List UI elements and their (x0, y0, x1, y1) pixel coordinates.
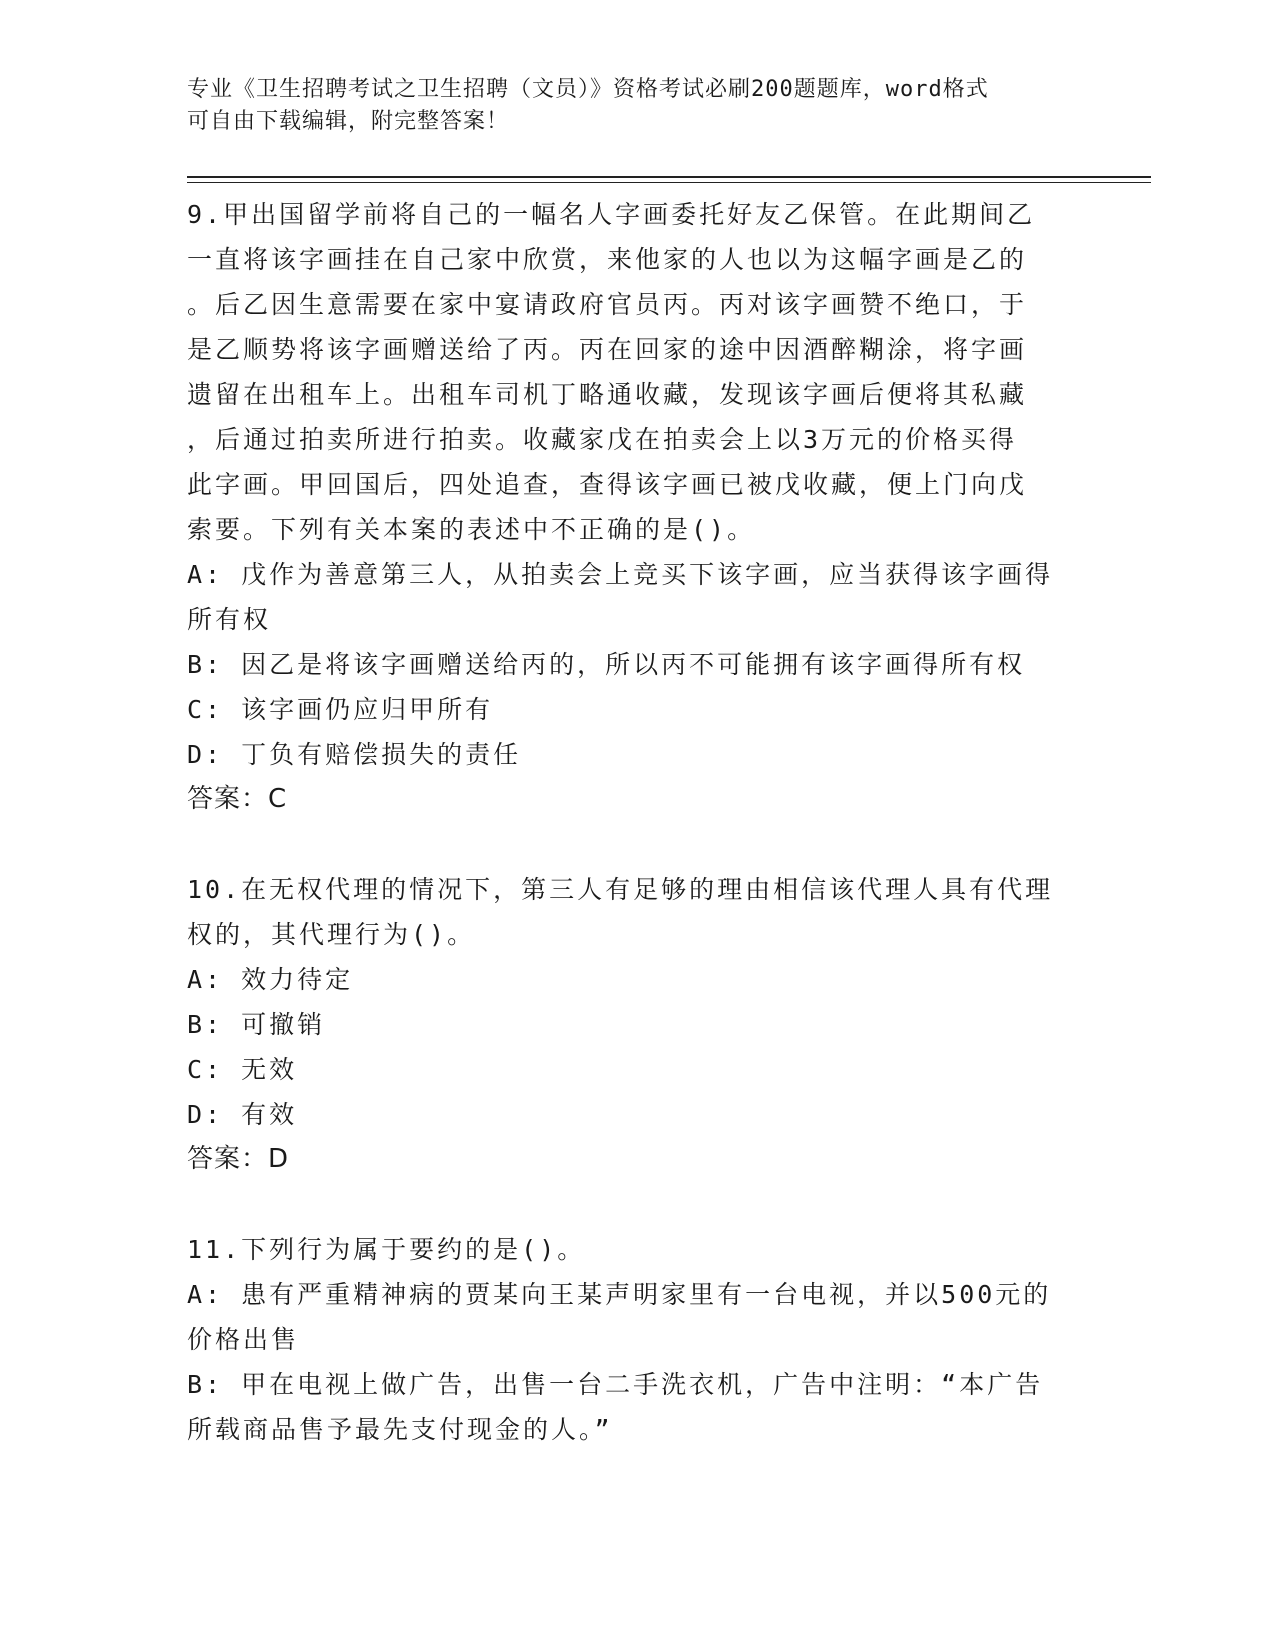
option-line: B: 甲在电视上做广告，出售一台二手洗衣机，广告中注明：“本广告 (187, 1370, 1044, 1399)
option-line: A: 戊作为善意第三人，从拍卖会上竞买下该字画，应当获得该字画得 (187, 560, 1054, 589)
header-divider (187, 176, 1151, 178)
header-divider-thin (187, 182, 1151, 183)
option-line: D: 丁负有赔偿损失的责任 (187, 740, 522, 769)
question-stem-line: 索要。下列有关本案的表述中不正确的是()。 (187, 515, 756, 544)
question-stem-line: 9.甲出国留学前将自己的一幅名人字画委托好友乙保管。在此期间乙 (187, 200, 1036, 229)
option-line: B: 可撤销 (187, 1010, 326, 1039)
answer-line: 答案：D (187, 1144, 290, 1174)
question-block (187, 1227, 1077, 1452)
question-stem-line: 此字画。甲回国后，四处追查，查得该字画已被戊收藏，便上门向戊 (187, 470, 1028, 499)
question-list (187, 192, 1077, 1452)
header-title-line-2: 可自由下载编辑，附完整答案！ (187, 109, 510, 134)
question-stem-line: 10.在无权代理的情况下，第三人有足够的理由相信该代理人具有代理 (187, 875, 1054, 904)
answer-line: 答案：C (187, 784, 288, 814)
option-line: C: 该字画仍应归甲所有 (187, 695, 494, 724)
option-line: D: 有效 (187, 1100, 298, 1129)
question-stem-line: 权的，其代理行为()。 (187, 920, 476, 949)
question-stem-line: 是乙顺势将该字画赠送给了丙。丙在回家的途中因酒醉糊涂，将字画 (187, 335, 1028, 364)
question-spacer (187, 1182, 1077, 1227)
question-block (187, 867, 1077, 1182)
question-stem-line: 11.下列行为属于要约的是()。 (187, 1235, 586, 1264)
option-line: C: 无效 (187, 1055, 298, 1084)
header-title-line-1: 专业《卫生招聘考试之卫生招聘（文员）》资格考试必刷200题题库，word格式 (187, 77, 989, 102)
document-header (187, 74, 1067, 138)
question-stem-line: 。后乙因生意需要在家中宴请政府官员丙。丙对该字画赞不绝口，于 (187, 290, 1028, 319)
question-stem-line: ，后通过拍卖所进行拍卖。收藏家戊在拍卖会上以3万元的价格买得 (187, 425, 1018, 454)
option-line: 所载商品售予最先支付现金的人。” (187, 1415, 613, 1444)
option-line: B: 因乙是将该字画赠送给丙的，所以丙不可能拥有该字画得所有权 (187, 650, 1026, 679)
question-spacer (187, 822, 1077, 867)
question-block (187, 192, 1077, 822)
option-line: A: 患有严重精神病的贾某向王某声明家里有一台电视，并以500元的 (187, 1280, 1052, 1309)
option-line: 价格出售 (187, 1325, 300, 1354)
option-line: A: 效力待定 (187, 965, 354, 994)
question-stem-line: 遗留在出租车上。出租车司机丁略通收藏，发现该字画后便将其私藏 (187, 380, 1028, 409)
option-line: 所有权 (187, 605, 272, 634)
question-stem-line: 一直将该字画挂在自己家中欣赏，来他家的人也以为这幅字画是乙的 (187, 245, 1028, 274)
